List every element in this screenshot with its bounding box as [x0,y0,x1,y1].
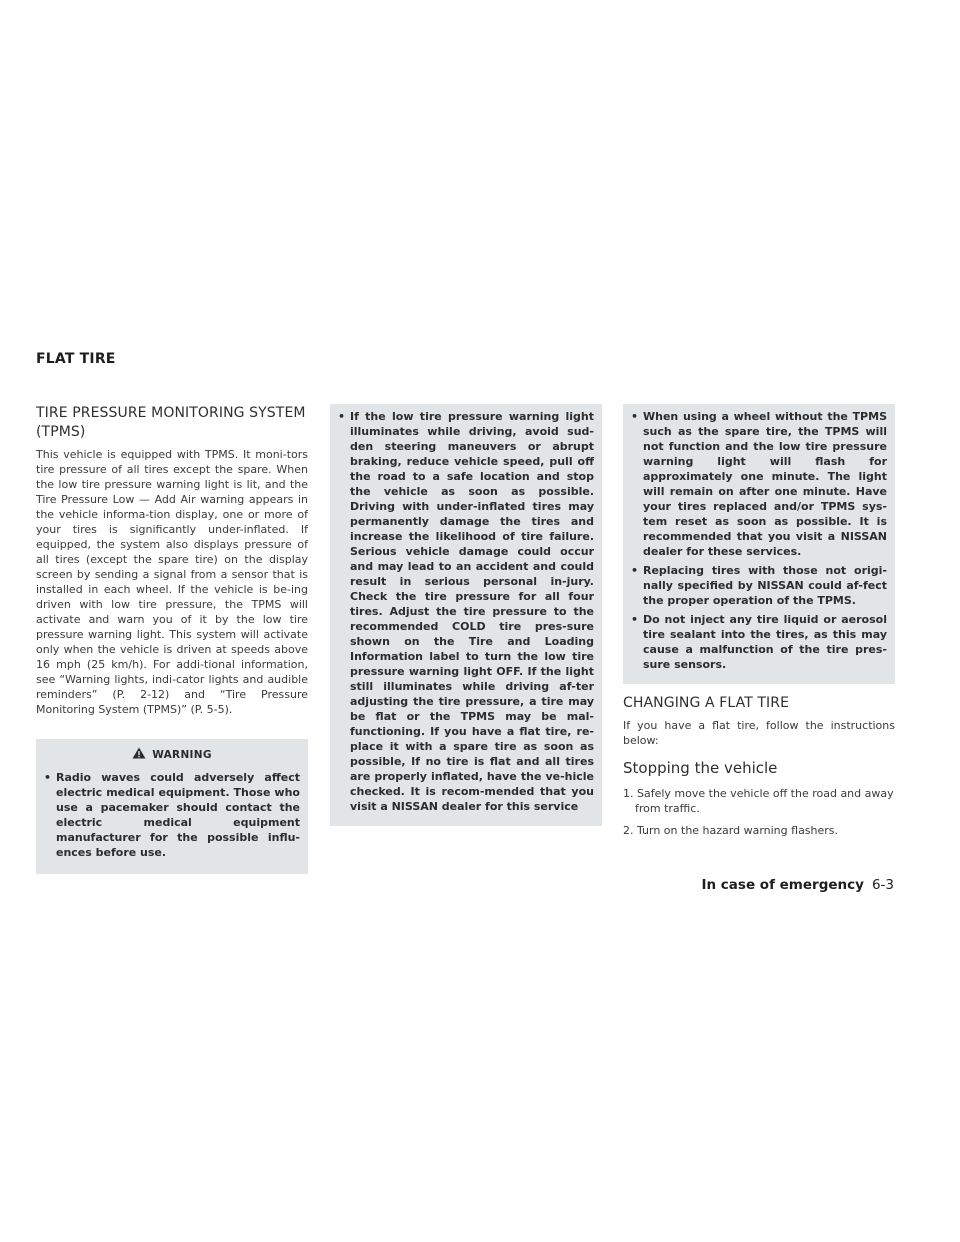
column-2 [330,404,602,826]
warning-triangle-icon [132,747,146,759]
warning-box-continued [330,404,602,826]
tpms-body: This vehicle is equipped with TPMS. It moni-tors tire pressure of all tires except the spare. When the low tire pressure warning light is lit, and the Tire Pressure Low — Add Air warning appears in the vehicle informa-tion display, one or more of your tires is significantly under-inflated. If equipped, the system also displays pressure of all tires (except the spare tire) on the display screen by sending a signal from a sensor that is installed in each wheel. If the vehicle is be-ing driven with low tire pressure, the TPMS will activate and warn you of it by the low tire pressure warning light. This system will activate only when the vehicle is driven at speeds above 16 mph (25 km/h). For addi-tional information, see “Warning lights, indi-cator lights and audible reminders” (P. 2-12) and “Tire Pressure Monitoring System (TPMS)” (P. 5-5). [36,448,308,716]
step-item: 2. Turn on the hazard warning flashers. [623,824,839,837]
warning-item: • Replacing tires with those not origi-nally specified by NISSAN could af-fect the proper operation of the TPMS. [631,563,887,608]
column-3 [623,404,895,845]
changing-intro: If you have a flat tire, follow the instructions below: [623,719,895,747]
tpms-heading: TIRE PRESSURE MONITORING SYSTEM (TPMS) [36,405,306,440]
stopping-heading: Stopping the vehicle [623,759,778,777]
warning-header [40,747,304,761]
changing-heading: CHANGING A FLAT TIRE [623,695,790,711]
page-number: 6-3 [871,877,894,893]
warning-box [36,739,308,874]
section-title: FLAT TIRE [36,351,116,367]
warning-item: • Radio waves could adversely affect electric medical equipment. Those who use a pacemaker should contact the electric medical equipment manufacturer for the possible influ-ences before use. [44,770,300,860]
warning-box-continued [623,404,895,684]
warning-item: • When using a wheel without the TPMS such as the spare tire, the TPMS will not function and the low tire pressure warning light will flash for approximately one minute. The light will remain on after one minute. Have your tires replaced and/or TPMS sys-tem reset as soon as possible. It is recommended that you visit a NISSAN dealer for these services. [631,409,887,559]
warning-item: • Do not inject any tire liquid or aerosol tire sealant into the tires, as this may cause a malfunction of the tire pres-sure sensors. [631,612,887,672]
page-footer [701,877,894,893]
warning-label: WARNING [152,749,212,761]
warning-item: • If the low tire pressure warning light illuminates while driving, avoid sud-den steering maneuvers or abrupt braking, reduce vehicle speed, pull off the road to a safe location and stop the vehicle as soon as possible. Driving with under-inflated tires may permanently damage the tires and increase the likelihood of tire failure. Serious vehicle damage could occur and may lead to an accident and could result in serious personal in-jury. Check the tire pressure for all four tires. Adjust the tire pressure to the recommended COLD tire pres-sure shown on the Tire and Loading Information label to turn the low tire pressure warning light OFF. If the light still illuminates while driving af-ter adjusting the tire pressure, a tire may be flat or the TPMS may be mal-functioning. If you have a flat tire, re-place it with a spare tire as soon as possible, If no tire is flat and all tires are properly inflated, have the ve-hicle checked. It is recom-mended that you visit a NISSAN dealer for this service [338,409,594,814]
step-item: 1. Safely move the vehicle off the road and away from traffic. [623,787,894,815]
footer-chapter: In case of emergency [701,877,864,893]
column-1 [36,404,308,874]
